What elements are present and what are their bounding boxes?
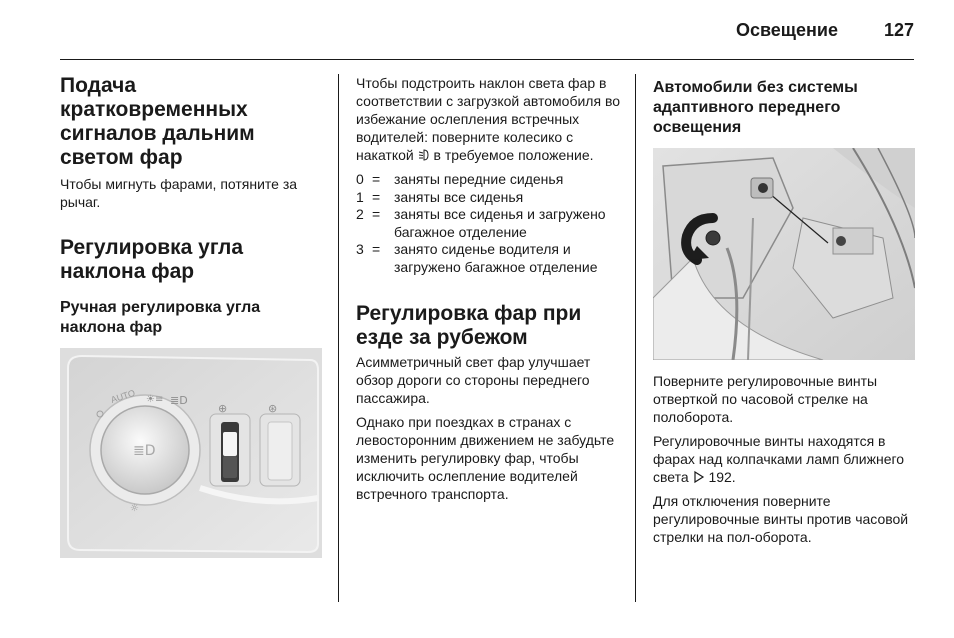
column-divider-1: [338, 74, 339, 602]
paragraph-asymmetric: Асимметричный свет фар улучшает обзор дороги со стороны переднего пассажира.: [356, 354, 591, 406]
list-item: 1 = заняты все сиденья: [356, 188, 524, 205]
column-divider-2: [635, 74, 636, 602]
column-1: [60, 74, 322, 558]
paragraph-left-traffic: Однако при поездках в странах с левосторонним движением не забудьте изменить регулировку фар, чтобы исключить ослепление водителей встречного транспорта.: [356, 414, 615, 502]
section-title: Освещение: [735, 20, 838, 40]
heading-high-beam-flash: Подача кратковременных сигналов дальним светом фар: [60, 74, 255, 169]
auto-label: AUTO: [109, 387, 137, 405]
subheading-manual-range: Ручная регулировка угла наклона фар: [60, 299, 261, 336]
column-3: [653, 74, 915, 546]
heading-headlight-range: Регулировка угла наклона фар: [60, 236, 244, 283]
list-item: 3 = занято сиденье водителя и загружено багажное отделение: [356, 241, 598, 275]
svg-text:≣D: ≣D: [133, 443, 156, 459]
svg-text:☀≡: ☀≡: [146, 394, 164, 405]
light-switch-image: [60, 348, 322, 558]
heading-driving-abroad: Регулировка фар при езде за рубежом: [356, 302, 582, 349]
svg-text:☼: ☼: [130, 503, 139, 514]
page-header: [736, 20, 914, 44]
page-reference-icon: [693, 470, 705, 484]
paragraph-deactivate: Для отключения поверните регулировочные винты против часовой стрелки на пол-оборота.: [653, 493, 909, 545]
paragraph-screw-location: Регулировочные винты находятся в фарах над колпачками ламп ближнего света 192.: [653, 433, 905, 485]
svg-text:⊛: ⊛: [268, 402, 278, 415]
svg-text:⊕: ⊕: [218, 402, 228, 415]
paragraph-range-adjust: Чтобы подстроить наклон света фар в соответствии с загрузкой автомобиля во избежание ослепления встречных водителей: поверните колесико с накаткой в требуемое положение.: [356, 75, 621, 163]
list-item: 0 = заняты передние сиденья: [356, 171, 564, 187]
page-number: 127: [883, 20, 914, 40]
subheading-no-afl: Автомобили без системы адаптивного переднего освещения: [653, 79, 858, 136]
headlight-range-icon: [418, 148, 430, 162]
svg-text:≣D: ≣D: [170, 394, 188, 407]
list-item: 2 = заняты все сиденья и загружено багажное отделение: [356, 206, 606, 240]
light-switch-illustration: [60, 348, 322, 558]
load-positions-list: [356, 171, 622, 276]
headlight-screw-illustration: [653, 148, 915, 360]
column-2: [356, 74, 622, 503]
header-rule: [60, 59, 914, 60]
headlight-screw-image: [653, 148, 915, 360]
paragraph-turn-clockwise: Поверните регулировочные винты отверткой по часовой стрелке на полоборота.: [653, 373, 878, 425]
paragraph-flash: Чтобы мигнуть фарами, потяните за рычаг.: [60, 176, 298, 210]
